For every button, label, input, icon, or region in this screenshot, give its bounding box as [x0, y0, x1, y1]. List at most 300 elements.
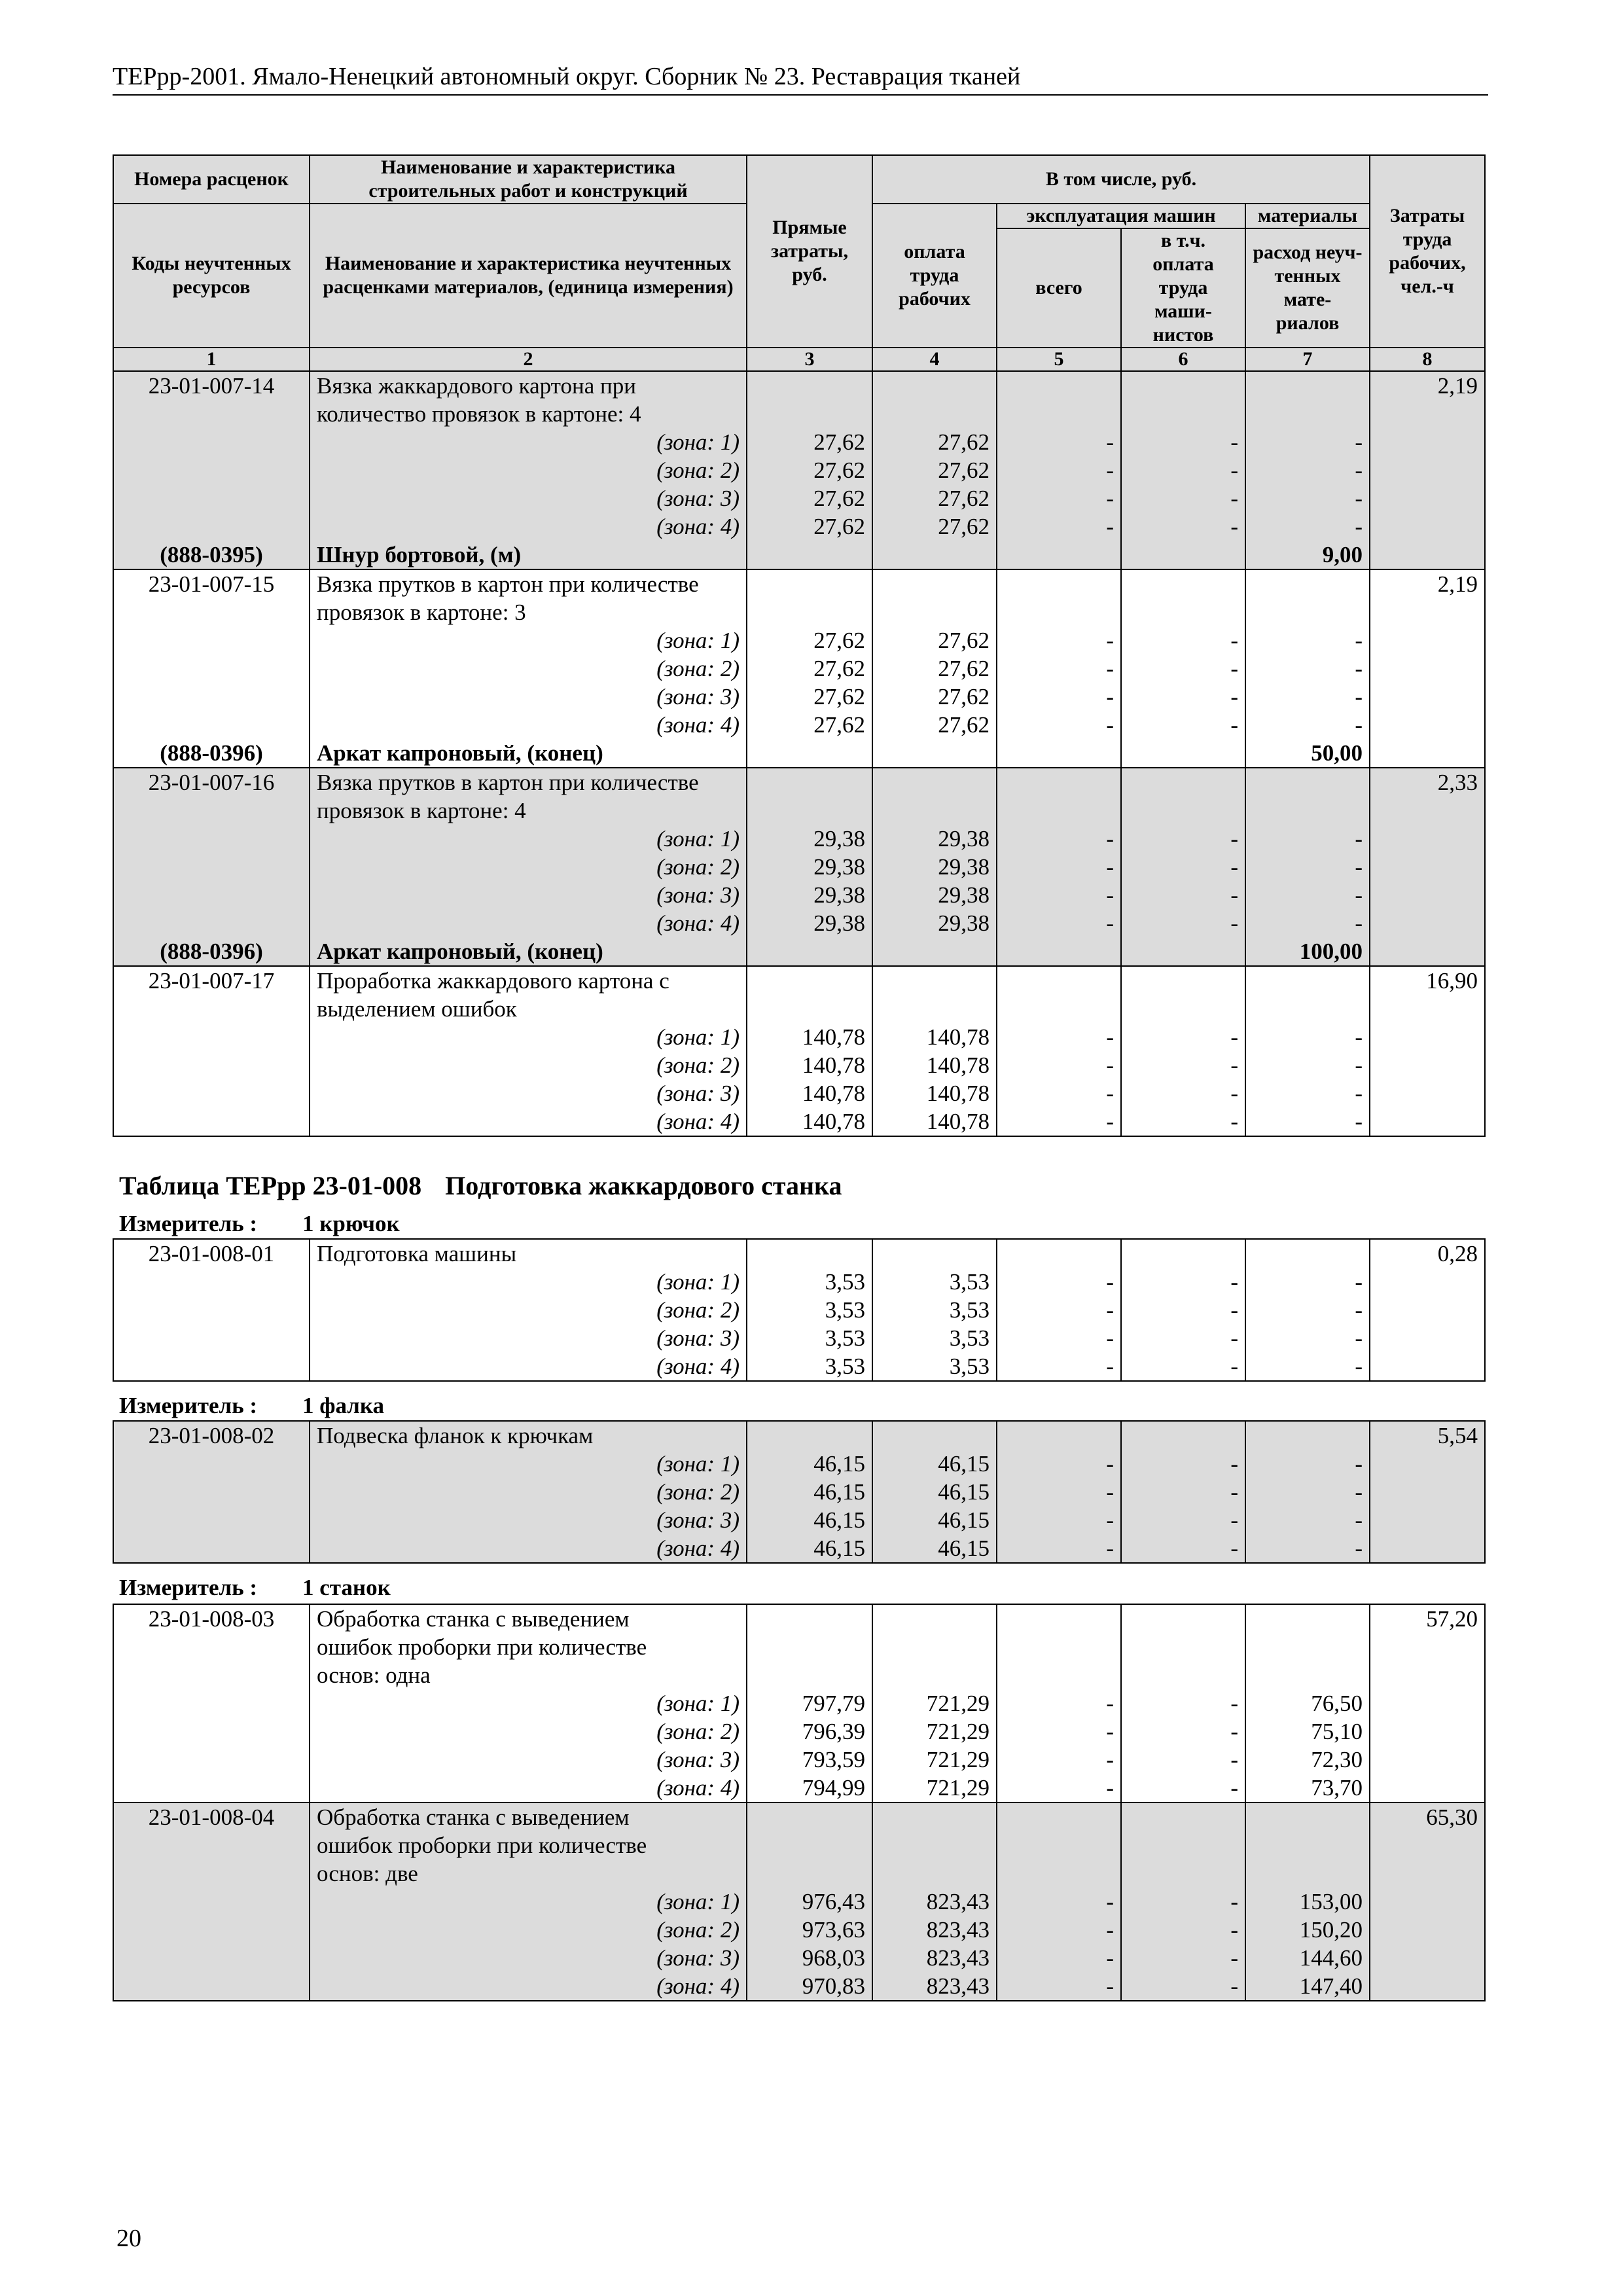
value-cell	[997, 768, 1121, 797]
direct-costs: 970,83	[747, 1972, 872, 2001]
machines-total: -	[997, 484, 1121, 512]
machinist-pay: -	[1121, 1478, 1245, 1506]
rate-code-cont	[113, 853, 310, 881]
value-cell	[1121, 1633, 1245, 1661]
col-header-rate-numbers: Номера расценок	[113, 155, 310, 204]
table-row	[113, 428, 1485, 456]
col-header-worker-pay: оплата труда рабочих	[872, 204, 997, 348]
direct-costs: 27,62	[747, 655, 872, 683]
col-header-machinist-pay: в т.ч. оплата труда маши-нистов	[1121, 228, 1245, 348]
col-header-machines: эксплуатация машин	[997, 204, 1245, 228]
rate-code-cont	[113, 1051, 310, 1079]
value-cell	[872, 937, 997, 966]
labor-cost-cont	[1370, 1916, 1485, 1944]
value-cell	[872, 1633, 997, 1661]
labor-cost-cont	[1370, 1450, 1485, 1478]
table-row	[113, 909, 1485, 937]
work-name: выделением ошибок	[310, 995, 747, 1023]
value-cell	[747, 797, 872, 825]
rate-code-cont	[113, 881, 310, 909]
worker-pay: 721,29	[872, 1774, 997, 1803]
value-cell	[747, 739, 872, 768]
machines-total: -	[997, 853, 1121, 881]
value-cell	[1245, 1831, 1370, 1859]
labor-cost-cont	[1370, 1268, 1485, 1296]
table-row	[113, 1421, 1485, 1450]
direct-costs: 797,79	[747, 1689, 872, 1717]
direct-costs: 3,53	[747, 1268, 872, 1296]
worker-pay: 27,62	[872, 683, 997, 711]
direct-costs: 27,62	[747, 683, 872, 711]
labor-cost-cont	[1370, 1746, 1485, 1774]
labor-cost-cont	[1370, 1831, 1485, 1859]
machinist-pay: -	[1121, 1450, 1245, 1478]
machines-total: -	[997, 1107, 1121, 1136]
col-header-material-name: Наименование и характеристика неучтенных расценками материалов, (единица измерения)	[310, 204, 747, 348]
rates-table	[113, 1604, 1486, 2001]
value-cell	[997, 1604, 1121, 1633]
value-cell	[872, 1803, 997, 1831]
direct-costs: 27,62	[747, 626, 872, 655]
value-cell	[997, 1831, 1121, 1859]
labor-cost-cont	[1370, 1717, 1485, 1746]
table-row	[113, 1746, 1485, 1774]
unaccounted-materials: -	[1245, 711, 1370, 739]
zone-label: (зона: 2)	[310, 853, 747, 881]
rate-code-cont	[113, 995, 310, 1023]
work-name: количество провязок в картоне: 4	[310, 400, 747, 428]
machinist-pay: -	[1121, 1774, 1245, 1803]
machines-total: -	[997, 1888, 1121, 1916]
col-number: 4	[872, 348, 997, 371]
value-cell	[1121, 1803, 1245, 1831]
direct-costs: 3,53	[747, 1324, 872, 1352]
value-cell	[1245, 995, 1370, 1023]
machinist-pay: -	[1121, 1689, 1245, 1717]
labor-cost-cont	[1370, 1661, 1485, 1689]
work-name: основ: одна	[310, 1661, 747, 1689]
labor-cost-cont	[1370, 1352, 1485, 1381]
table-row	[113, 1051, 1485, 1079]
direct-costs: 27,62	[747, 711, 872, 739]
labor-cost-cont	[1370, 484, 1485, 512]
rate-code: 23-01-007-16	[113, 768, 310, 797]
value-cell	[872, 598, 997, 626]
worker-pay: 29,38	[872, 825, 997, 853]
table-row	[113, 1324, 1485, 1352]
resource-row	[113, 937, 1485, 966]
unaccounted-materials: 150,20	[1245, 1916, 1370, 1944]
zone-label: (зона: 2)	[310, 1717, 747, 1746]
worker-pay: 823,43	[872, 1916, 997, 1944]
direct-costs: 794,99	[747, 1774, 872, 1803]
zone-label: (зона: 2)	[310, 1051, 747, 1079]
value-cell	[1245, 1859, 1370, 1888]
worker-pay: 27,62	[872, 711, 997, 739]
unaccounted-materials: -	[1245, 1079, 1370, 1107]
table-row	[113, 825, 1485, 853]
table-row	[113, 1689, 1485, 1717]
table-row	[113, 1023, 1485, 1051]
table-row	[113, 1296, 1485, 1324]
worker-pay: 3,53	[872, 1324, 997, 1352]
machinist-pay: -	[1121, 1352, 1245, 1381]
labor-cost-cont	[1370, 995, 1485, 1023]
machinist-pay: -	[1121, 1916, 1245, 1944]
table-row	[113, 400, 1485, 428]
value-cell	[1245, 569, 1370, 598]
rate-code-cont	[113, 797, 310, 825]
value-cell	[872, 1859, 997, 1888]
value-cell	[1245, 400, 1370, 428]
work-name: провязок в картоне: 4	[310, 797, 747, 825]
col-header-resource-codes: Коды неучтенных ресурсов	[113, 204, 310, 348]
labor-cost-cont	[1370, 1689, 1485, 1717]
resource-row	[113, 739, 1485, 768]
direct-costs: 27,62	[747, 484, 872, 512]
rate-code-cont	[113, 825, 310, 853]
machinist-pay: -	[1121, 1324, 1245, 1352]
labor-cost-cont	[1370, 1972, 1485, 2001]
direct-costs: 27,62	[747, 456, 872, 484]
labor-cost-cont	[1370, 1506, 1485, 1534]
section-title	[119, 1170, 865, 1201]
value-cell	[997, 995, 1121, 1023]
unaccounted-materials: -	[1245, 1296, 1370, 1324]
machinist-pay: -	[1121, 1717, 1245, 1746]
rate-code-cont	[113, 1023, 310, 1051]
rate-code-cont	[113, 1324, 310, 1352]
machines-total: -	[997, 512, 1121, 541]
unaccounted-materials: -	[1245, 655, 1370, 683]
value-cell	[1245, 966, 1370, 995]
table-row	[113, 1604, 1485, 1633]
table-row	[113, 598, 1485, 626]
value-cell	[747, 541, 872, 569]
labor-cost-cont	[1370, 797, 1485, 825]
labor-cost-cont	[1370, 1324, 1485, 1352]
machines-total: -	[997, 1944, 1121, 1972]
direct-costs: 46,15	[747, 1506, 872, 1534]
value-cell	[997, 541, 1121, 569]
worker-pay: 721,29	[872, 1746, 997, 1774]
machinist-pay: -	[1121, 1944, 1245, 1972]
table-row	[113, 456, 1485, 484]
zone-label: (зона: 4)	[310, 1534, 747, 1563]
table-row	[113, 881, 1485, 909]
value-cell	[997, 966, 1121, 995]
machinist-pay: -	[1121, 512, 1245, 541]
machines-total: -	[997, 881, 1121, 909]
labor-cost-cont	[1370, 1633, 1485, 1661]
machines-total: -	[997, 1506, 1121, 1534]
worker-pay: 721,29	[872, 1689, 997, 1717]
value-cell	[997, 1803, 1121, 1831]
labor-cost-cont	[1370, 683, 1485, 711]
direct-costs: 29,38	[747, 853, 872, 881]
worker-pay: 29,38	[872, 909, 997, 937]
value-cell	[747, 371, 872, 400]
rate-code-cont	[113, 909, 310, 937]
machines-total: -	[997, 1916, 1121, 1944]
worker-pay: 27,62	[872, 456, 997, 484]
labor-cost-cont	[1370, 512, 1485, 541]
unaccounted-materials: -	[1245, 1534, 1370, 1563]
unaccounted-materials: -	[1245, 1023, 1370, 1051]
value-cell	[872, 569, 997, 598]
zone-label: (зона: 3)	[310, 881, 747, 909]
machines-total: -	[997, 1352, 1121, 1381]
value-cell	[1245, 1661, 1370, 1689]
labor-cost-cont	[1370, 1079, 1485, 1107]
worker-pay: 721,29	[872, 1717, 997, 1746]
unaccounted-materials: -	[1245, 1051, 1370, 1079]
value-cell	[1121, 371, 1245, 400]
value-cell	[997, 371, 1121, 400]
resource-name: Аркат капроновый, (конец)	[310, 937, 747, 966]
labor-cost-cont	[1370, 400, 1485, 428]
machines-total: -	[997, 1051, 1121, 1079]
value-cell	[747, 400, 872, 428]
worker-pay: 46,15	[872, 1478, 997, 1506]
labor-cost-cont	[1370, 881, 1485, 909]
machines-total: -	[997, 1296, 1121, 1324]
table-row	[113, 1506, 1485, 1534]
rate-code-cont	[113, 626, 310, 655]
unaccounted-materials: -	[1245, 1107, 1370, 1136]
rates-table-008-01	[113, 1238, 1484, 1382]
zone-label: (зона: 3)	[310, 1079, 747, 1107]
rate-code-cont	[113, 1633, 310, 1661]
value-cell	[747, 995, 872, 1023]
rate-code-cont	[113, 683, 310, 711]
table-row	[113, 853, 1485, 881]
labor-cost: 57,20	[1370, 1604, 1485, 1633]
machines-total: -	[997, 456, 1121, 484]
labor-cost-cont	[1370, 541, 1485, 569]
value-cell	[872, 739, 997, 768]
direct-costs: 140,78	[747, 1079, 872, 1107]
value-cell	[1121, 541, 1245, 569]
resource-name: Шнур бортовой, (м)	[310, 541, 747, 569]
resource-code: (888-0395)	[113, 541, 310, 569]
col-number: 6	[1121, 348, 1245, 371]
work-name: Вязка жаккардового картона при	[310, 371, 747, 400]
unaccounted-materials: -	[1245, 1268, 1370, 1296]
work-name: Подвеска фланок к крючкам	[310, 1421, 747, 1450]
direct-costs: 973,63	[747, 1916, 872, 1944]
table-row	[113, 797, 1485, 825]
rates-table-008-03	[113, 1604, 1484, 2001]
value-cell	[997, 1421, 1121, 1450]
resource-amount: 100,00	[1245, 937, 1370, 966]
value-cell	[747, 1803, 872, 1831]
value-cell	[1121, 739, 1245, 768]
zone-label: (зона: 3)	[310, 1324, 747, 1352]
value-cell	[997, 937, 1121, 966]
worker-pay: 27,62	[872, 655, 997, 683]
rate-code: 23-01-007-14	[113, 371, 310, 400]
rate-code-cont	[113, 1661, 310, 1689]
work-name: Обработка станка с выведением	[310, 1604, 747, 1633]
value-cell	[1245, 1604, 1370, 1633]
zone-label: (зона: 1)	[310, 825, 747, 853]
table-row	[113, 569, 1485, 598]
measure-label: Измеритель : 1 крючок	[119, 1211, 400, 1236]
value-cell	[747, 1633, 872, 1661]
rate-code-cont	[113, 1107, 310, 1136]
labor-cost-cont	[1370, 598, 1485, 626]
table-row	[113, 1450, 1485, 1478]
rate-code-cont	[113, 428, 310, 456]
direct-costs: 46,15	[747, 1534, 872, 1563]
machinist-pay: -	[1121, 1888, 1245, 1916]
unaccounted-materials: -	[1245, 1324, 1370, 1352]
resource-code: (888-0396)	[113, 739, 310, 768]
worker-pay: 27,62	[872, 484, 997, 512]
col-header-unaccounted-materials: расход неуч-тенных мате-риалов	[1245, 228, 1370, 348]
value-cell	[1121, 1661, 1245, 1689]
machinist-pay: -	[1121, 428, 1245, 456]
worker-pay: 27,62	[872, 512, 997, 541]
value-cell	[747, 966, 872, 995]
col-number: 8	[1370, 348, 1485, 371]
labor-cost: 2,19	[1370, 371, 1485, 400]
rate-code: 23-01-008-04	[113, 1803, 310, 1831]
zone-label: (зона: 4)	[310, 909, 747, 937]
worker-pay: 46,15	[872, 1506, 997, 1534]
value-cell	[872, 400, 997, 428]
rate-code-cont	[113, 1944, 310, 1972]
rate-code: 23-01-008-01	[113, 1239, 310, 1268]
table-row	[113, 1803, 1485, 1831]
unaccounted-materials: -	[1245, 683, 1370, 711]
machines-total: -	[997, 1972, 1121, 2001]
rate-code-cont	[113, 711, 310, 739]
work-name: ошибок проборки при количестве	[310, 1831, 747, 1859]
unaccounted-materials: -	[1245, 853, 1370, 881]
rates-table	[113, 1420, 1486, 1564]
machinist-pay: -	[1121, 711, 1245, 739]
machines-total: -	[997, 428, 1121, 456]
labor-cost: 16,90	[1370, 966, 1485, 995]
machinist-pay: -	[1121, 1268, 1245, 1296]
work-name: Подготовка машины	[310, 1239, 747, 1268]
table-row	[113, 484, 1485, 512]
value-cell	[1245, 1239, 1370, 1268]
zone-label: (зона: 3)	[310, 1944, 747, 1972]
rate-code-cont	[113, 1972, 310, 2001]
labor-cost-cont	[1370, 1296, 1485, 1324]
rate-code-cont	[113, 1079, 310, 1107]
table-row	[113, 1352, 1485, 1381]
rate-code-cont	[113, 1268, 310, 1296]
direct-costs: 140,78	[747, 1023, 872, 1051]
unaccounted-materials: -	[1245, 456, 1370, 484]
col-header-materials: материалы	[1245, 204, 1370, 228]
machines-total: -	[997, 1717, 1121, 1746]
machinist-pay: -	[1121, 853, 1245, 881]
value-cell	[747, 598, 872, 626]
unaccounted-materials: -	[1245, 484, 1370, 512]
zone-label: (зона: 1)	[310, 1023, 747, 1051]
measure-label: Измеритель : 1 фалка	[119, 1393, 385, 1418]
direct-costs: 29,38	[747, 881, 872, 909]
direct-costs: 27,62	[747, 428, 872, 456]
col-number: 3	[747, 348, 872, 371]
machines-total: -	[997, 711, 1121, 739]
direct-costs: 968,03	[747, 1944, 872, 1972]
unaccounted-materials: -	[1245, 1506, 1370, 1534]
zone-label: (зона: 3)	[310, 1506, 747, 1534]
value-cell	[1245, 371, 1370, 400]
zone-label: (зона: 3)	[310, 484, 747, 512]
value-cell	[1121, 1239, 1245, 1268]
unaccounted-materials: 76,50	[1245, 1689, 1370, 1717]
zone-label: (зона: 2)	[310, 456, 747, 484]
machinist-pay: -	[1121, 1079, 1245, 1107]
rate-code-cont	[113, 512, 310, 541]
value-cell	[997, 739, 1121, 768]
direct-costs: 29,38	[747, 909, 872, 937]
value-cell	[997, 400, 1121, 428]
machinist-pay: -	[1121, 484, 1245, 512]
value-cell	[1121, 937, 1245, 966]
zone-label: (зона: 2)	[310, 1478, 747, 1506]
zone-label: (зона: 3)	[310, 1746, 747, 1774]
machines-total: -	[997, 683, 1121, 711]
value-cell	[997, 797, 1121, 825]
table-row	[113, 1916, 1485, 1944]
worker-pay: 27,62	[872, 428, 997, 456]
direct-costs: 29,38	[747, 825, 872, 853]
col-number: 5	[997, 348, 1121, 371]
value-cell	[872, 1604, 997, 1633]
rate-code-cont	[113, 1717, 310, 1746]
machines-total: -	[997, 1534, 1121, 1563]
value-cell	[747, 1239, 872, 1268]
zone-label: (зона: 2)	[310, 1916, 747, 1944]
value-cell	[1121, 1859, 1245, 1888]
unaccounted-materials: 75,10	[1245, 1717, 1370, 1746]
table-row	[113, 683, 1485, 711]
machines-total: -	[997, 655, 1121, 683]
table-row	[113, 626, 1485, 655]
resource-amount: 50,00	[1245, 739, 1370, 768]
zone-label: (зона: 4)	[310, 711, 747, 739]
value-cell	[747, 937, 872, 966]
table-row	[113, 512, 1485, 541]
zone-label: (зона: 4)	[310, 1107, 747, 1136]
zone-label: (зона: 1)	[310, 428, 747, 456]
work-name: ошибок проборки при количестве	[310, 1633, 747, 1661]
rate-code: 23-01-008-03	[113, 1604, 310, 1633]
machines-total: -	[997, 1774, 1121, 1803]
rate-code-cont	[113, 1689, 310, 1717]
value-cell	[747, 1421, 872, 1450]
worker-pay: 823,43	[872, 1888, 997, 1916]
rates-table-007	[113, 154, 1484, 1137]
rates-table	[113, 1238, 1486, 1382]
labor-cost-cont	[1370, 825, 1485, 853]
value-cell	[997, 569, 1121, 598]
zone-label: (зона: 4)	[310, 512, 747, 541]
value-cell	[747, 569, 872, 598]
col-header-work-name: Наименование и характеристика строительных работ и конструкций	[310, 155, 747, 204]
unaccounted-materials: -	[1245, 512, 1370, 541]
rate-code-cont	[113, 1352, 310, 1381]
rate-code-cont	[113, 1774, 310, 1803]
